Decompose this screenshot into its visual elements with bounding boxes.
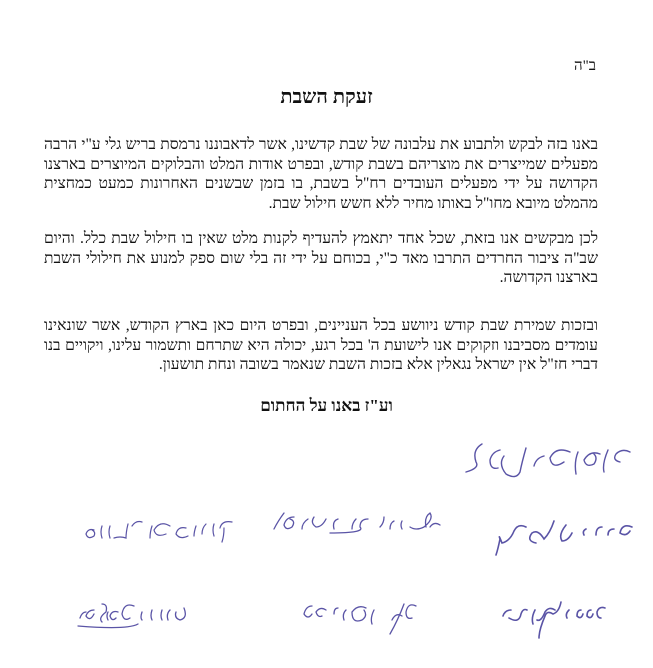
- paragraph-1: באנו בזה לבקש ולתבוע את עלבונה של שבת קדשינו, אשר לדאבוננו נרמסת בריש גלי ע"י הרבה מפעלים שמייצרים את מוצריהם בשבת קודש, ובפרט אודות המלט והבלוקים המיוצרים בארצנו הקדושה על ידי מפעלים העובדים רח"ל בשבת, בו בזמן שבשנים האחרונות כמעט כמחצית מהמלט מיובא מחו"ל באותו מחיר ללא חשש חילול שבת.: [44, 136, 598, 212]
- header-abbreviation: ב"ה: [574, 58, 596, 74]
- signature-4: [72, 512, 242, 552]
- signature-6: [298, 596, 428, 641]
- handwritten-signature-icon: [72, 512, 242, 552]
- handwritten-signature-icon: [460, 438, 640, 488]
- closing-line: וע"ז באנו על החתום: [260, 396, 393, 415]
- signature-5: [495, 596, 615, 646]
- handwritten-signature-icon: [72, 598, 192, 638]
- signature-3: [268, 505, 448, 545]
- signature-1: [460, 438, 640, 488]
- signature-7: [72, 598, 192, 638]
- handwritten-signature-icon: [495, 596, 615, 646]
- paragraph-2: לכן מבקשים אנו בזאת, שכל אחד יתאמץ להעדיף לקנות מלט שאין בו חילול שבת כלל. והיום שב"ה ציבור החרדים התרבו מאד כ"י, בכוחם על ידי זה בלי שום ספק למנוע את חילולי השבת בארצנו הקדושה.: [44, 230, 598, 286]
- signature-2: [490, 515, 640, 560]
- document-title: זעקת השבת: [280, 86, 373, 108]
- paragraph-3: ובזכות שמירת שבת קודש ניוושע בכל העניינים, ובפרט היום כאן בארץ הקודש, אשר שונאינו עומדים מסביבנו וזקוקים אנו לישועת ה' בכל רגע, יכולה היא שתרחם ותשמור עלינו, ויקויים בנו דברי חז"ל אין ישראל נגאלין אלא בזכות השבת שנאמר בשובה ונחת תושעון.: [44, 317, 598, 373]
- handwritten-signature-icon: [298, 596, 428, 641]
- handwritten-signature-icon: [268, 505, 448, 545]
- handwritten-signature-icon: [490, 515, 640, 560]
